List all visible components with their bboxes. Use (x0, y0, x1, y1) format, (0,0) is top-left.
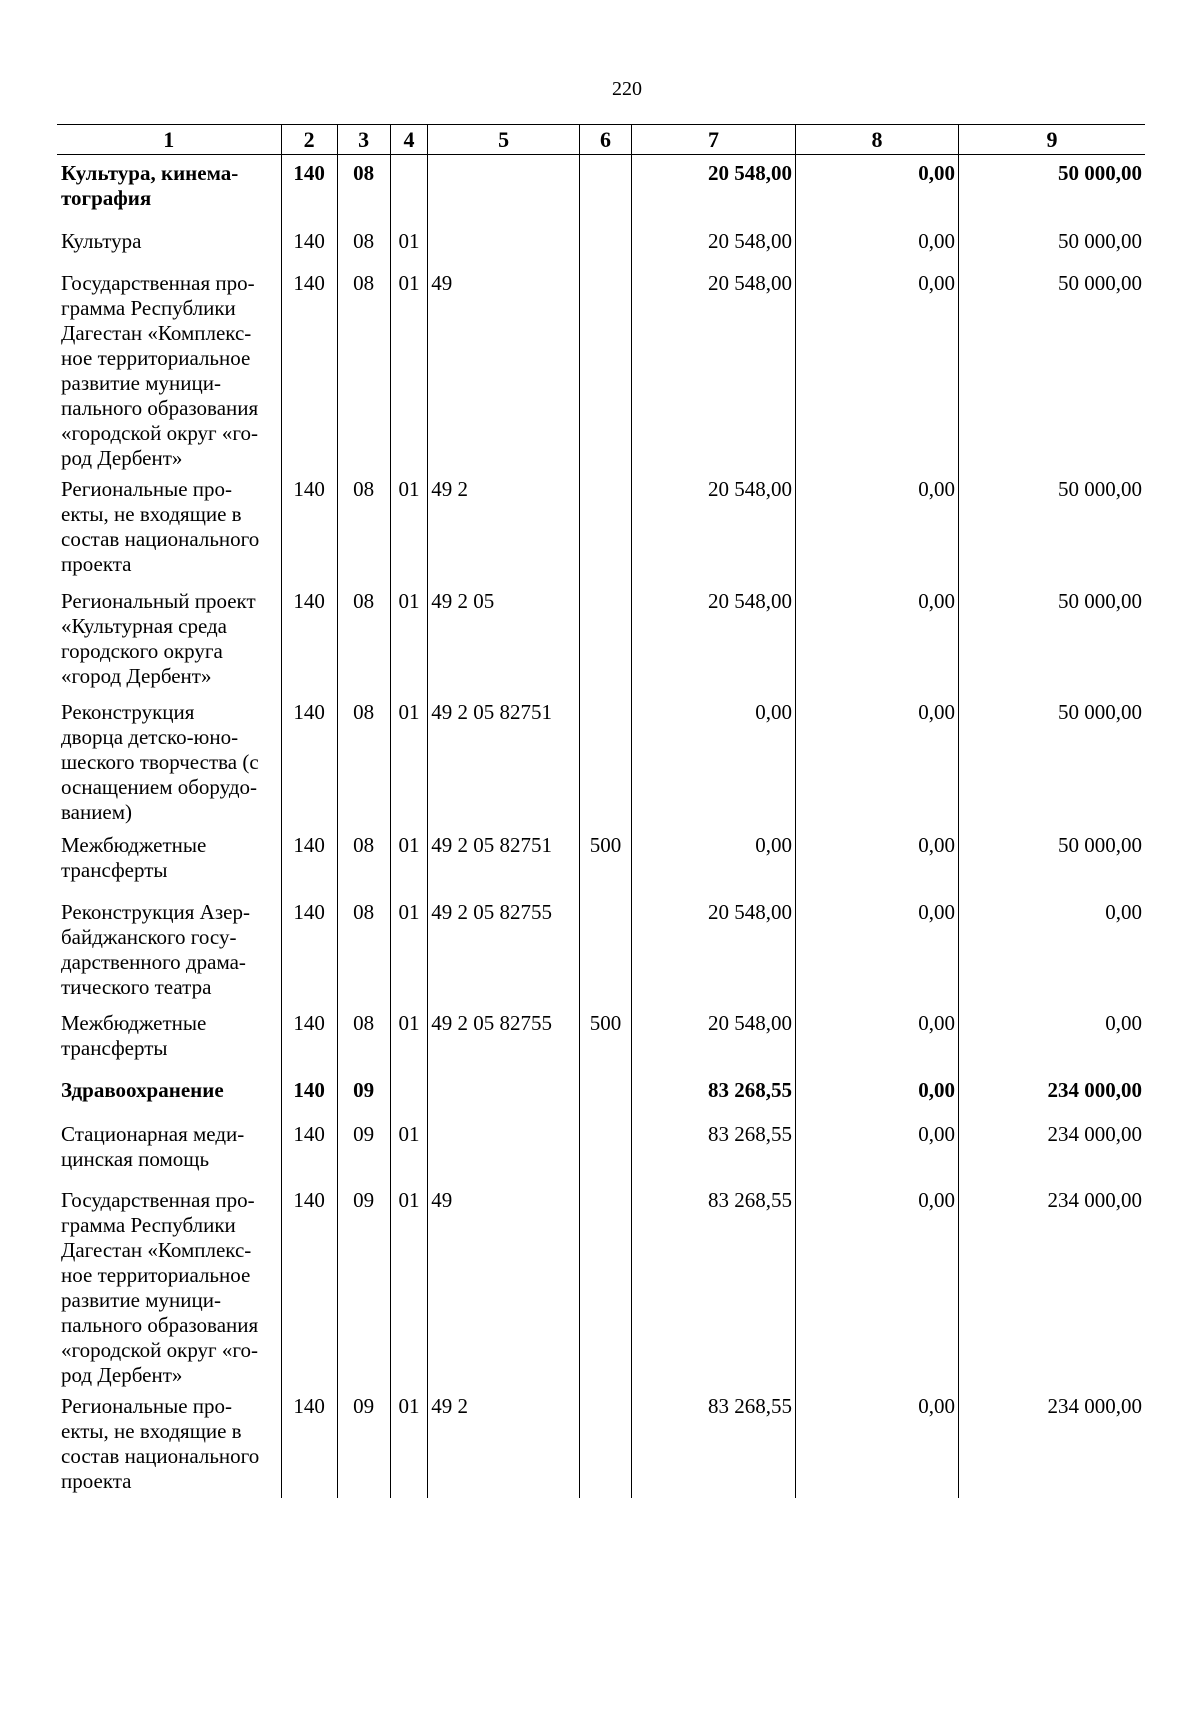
cell-name: Культура, кинема- тография (61, 161, 239, 210)
cell-col-4: 01 (390, 583, 428, 694)
table-row (57, 1388, 1145, 1498)
cell-col-4 (390, 155, 428, 223)
cell-name: Межбюджетные трансферты (61, 1010, 207, 1060)
cell-col-4: 01 (390, 223, 428, 265)
cell-col-9: 234 000,00 (959, 1182, 1146, 1388)
cell-col-6 (580, 894, 632, 1005)
table-row (57, 1182, 1145, 1388)
cell-col-3: 09 (337, 1182, 390, 1388)
cell-col-4: 01 (390, 265, 428, 471)
cell-col-5: 49 2 05 82755 (428, 1005, 580, 1072)
cell-col-4: 01 (390, 894, 428, 1005)
cell-col-6: 500 (580, 827, 632, 894)
cell-name: Государственная про- грамма Республики Дагестан «Комплекс- ное территориальное развитие муници- пального образования «городской округ «го- род Дербент» (61, 1187, 259, 1387)
cell-col-6: 500 (580, 1005, 632, 1072)
cell-col-2: 140 (281, 1388, 337, 1498)
cell-col-7: 83 268,55 (632, 1182, 796, 1388)
header-col-2: 2 (281, 125, 337, 155)
cell-col-8: 0,00 (796, 694, 959, 827)
cell-col-9: 50 000,00 (959, 694, 1146, 827)
cell-col-6 (580, 1072, 632, 1116)
cell-col-6 (580, 1116, 632, 1182)
cell-col-3: 08 (337, 894, 390, 1005)
cell-col-3: 08 (337, 583, 390, 694)
cell-col-8: 0,00 (796, 1388, 959, 1498)
cell-name: Региональные про- екты, не входящие в состав национального проекта (61, 476, 260, 576)
cell-col-8: 0,00 (796, 1072, 959, 1116)
table-row (57, 827, 1145, 894)
cell-col-9: 50 000,00 (959, 223, 1146, 265)
page-number: 220 (612, 78, 642, 100)
cell-col-6 (580, 223, 632, 265)
table-row (57, 155, 1145, 223)
cell-col-4: 01 (390, 1005, 428, 1072)
cell-col-7: 0,00 (632, 694, 796, 827)
cell-col-9: 0,00 (959, 1005, 1146, 1072)
cell-col-5 (428, 155, 580, 223)
cell-col-5 (428, 1116, 580, 1182)
cell-col-3: 08 (337, 471, 390, 583)
cell-col-5: 49 2 05 82751 (428, 694, 580, 827)
cell-col-4: 01 (390, 1116, 428, 1182)
cell-col-8: 0,00 (796, 265, 959, 471)
cell-col-3: 08 (337, 694, 390, 827)
cell-col-4 (390, 1072, 428, 1116)
cell-col-4: 01 (390, 827, 428, 894)
cell-col-2: 140 (281, 827, 337, 894)
cell-col-2: 140 (281, 223, 337, 265)
cell-col-9: 50 000,00 (959, 155, 1146, 223)
table-row (57, 694, 1145, 827)
cell-col-2: 140 (281, 694, 337, 827)
cell-col-3: 08 (337, 827, 390, 894)
cell-col-7: 20 548,00 (632, 223, 796, 265)
cell-col-3: 08 (337, 265, 390, 471)
cell-col-9: 50 000,00 (959, 265, 1146, 471)
cell-col-9: 234 000,00 (959, 1072, 1146, 1116)
cell-col-2: 140 (281, 583, 337, 694)
header-col-5: 5 (428, 125, 580, 155)
cell-col-2: 140 (281, 471, 337, 583)
cell-col-5: 49 2 05 82751 (428, 827, 580, 894)
table-row (57, 1005, 1145, 1072)
cell-col-5: 49 (428, 1182, 580, 1388)
cell-name: Региональные про- екты, не входящие в состав национального проекта (61, 1393, 260, 1493)
cell-col-3: 08 (337, 1005, 390, 1072)
cell-col-7: 83 268,55 (632, 1388, 796, 1498)
cell-col-7: 20 548,00 (632, 471, 796, 583)
cell-col-9: 50 000,00 (959, 827, 1146, 894)
cell-col-4: 01 (390, 1182, 428, 1388)
cell-col-6 (580, 471, 632, 583)
header-col-6: 6 (580, 125, 632, 155)
cell-col-2: 140 (281, 155, 337, 223)
table-row (57, 583, 1145, 694)
table-row (57, 265, 1145, 471)
cell-col-7: 20 548,00 (632, 1005, 796, 1072)
cell-col-5: 49 (428, 265, 580, 471)
cell-col-5 (428, 223, 580, 265)
cell-col-5: 49 2 (428, 1388, 580, 1498)
cell-col-9: 50 000,00 (959, 583, 1146, 694)
cell-col-6 (580, 1388, 632, 1498)
table-body (57, 155, 1145, 1498)
table-row (57, 1072, 1145, 1116)
cell-col-4: 01 (390, 694, 428, 827)
budget-table (57, 124, 1145, 1498)
header-row (57, 125, 1145, 155)
cell-col-7: 0,00 (632, 827, 796, 894)
cell-name: Государственная про- грамма Республики Дагестан «Комплекс- ное территориальное развитие муници- пального образования «городской округ «го- род Дербент» (61, 270, 259, 470)
table-row (57, 894, 1145, 1005)
header-col-8: 8 (796, 125, 959, 155)
cell-col-8: 0,00 (796, 155, 959, 223)
cell-col-6 (580, 265, 632, 471)
cell-col-4: 01 (390, 1388, 428, 1498)
cell-col-7: 20 548,00 (632, 583, 796, 694)
cell-col-5: 49 2 (428, 471, 580, 583)
header-col-1: 1 (57, 125, 281, 155)
table-row (57, 1116, 1145, 1182)
cell-col-6 (580, 155, 632, 223)
cell-col-8: 0,00 (796, 1182, 959, 1388)
table-row (57, 471, 1145, 583)
cell-col-8: 0,00 (796, 223, 959, 265)
cell-col-2: 140 (281, 1116, 337, 1182)
cell-col-8: 0,00 (796, 827, 959, 894)
cell-col-5 (428, 1072, 580, 1116)
cell-col-9: 234 000,00 (959, 1116, 1146, 1182)
cell-col-6 (580, 1182, 632, 1388)
cell-col-7: 20 548,00 (632, 265, 796, 471)
cell-col-6 (580, 583, 632, 694)
cell-name: Региональный проект «Культурная среда городского округа «город Дербент» (61, 588, 256, 688)
cell-col-3: 08 (337, 223, 390, 265)
cell-col-2: 140 (281, 265, 337, 471)
cell-col-2: 140 (281, 1072, 337, 1116)
cell-col-8: 0,00 (796, 1005, 959, 1072)
header-col-4: 4 (390, 125, 428, 155)
header-col-7: 7 (632, 125, 796, 155)
cell-name: Здравоохранение (61, 1077, 224, 1102)
cell-col-9: 0,00 (959, 894, 1146, 1005)
cell-col-7: 83 268,55 (632, 1072, 796, 1116)
cell-col-7: 20 548,00 (632, 155, 796, 223)
cell-col-3: 09 (337, 1116, 390, 1182)
header-col-3: 3 (337, 125, 390, 155)
cell-name: Реконструкция дворца детско-юно- шеского творчества (с оснащением оборудо- ванием) (61, 699, 259, 824)
cell-col-5: 49 2 05 82755 (428, 894, 580, 1005)
cell-col-8: 0,00 (796, 471, 959, 583)
cell-col-3: 09 (337, 1388, 390, 1498)
cell-col-5: 49 2 05 (428, 583, 580, 694)
header-col-9: 9 (959, 125, 1146, 155)
cell-col-8: 0,00 (796, 583, 959, 694)
table-row (57, 223, 1145, 265)
cell-col-2: 140 (281, 1005, 337, 1072)
cell-col-8: 0,00 (796, 1116, 959, 1182)
cell-col-3: 09 (337, 1072, 390, 1116)
cell-col-2: 140 (281, 1182, 337, 1388)
cell-col-7: 20 548,00 (632, 894, 796, 1005)
cell-name: Стационарная меди- цинская помощь (61, 1121, 245, 1171)
cell-col-2: 140 (281, 894, 337, 1005)
cell-col-9: 50 000,00 (959, 471, 1146, 583)
cell-col-8: 0,00 (796, 894, 959, 1005)
cell-name: Культура (61, 228, 142, 253)
cell-col-7: 83 268,55 (632, 1116, 796, 1182)
cell-col-4: 01 (390, 471, 428, 583)
cell-col-6 (580, 694, 632, 827)
cell-name: Реконструкция Азер- байджанского госу- дарственного драма- тического театра (61, 899, 250, 999)
cell-name: Межбюджетные трансферты (61, 832, 207, 882)
cell-col-3: 08 (337, 155, 390, 223)
cell-col-9: 234 000,00 (959, 1388, 1146, 1498)
